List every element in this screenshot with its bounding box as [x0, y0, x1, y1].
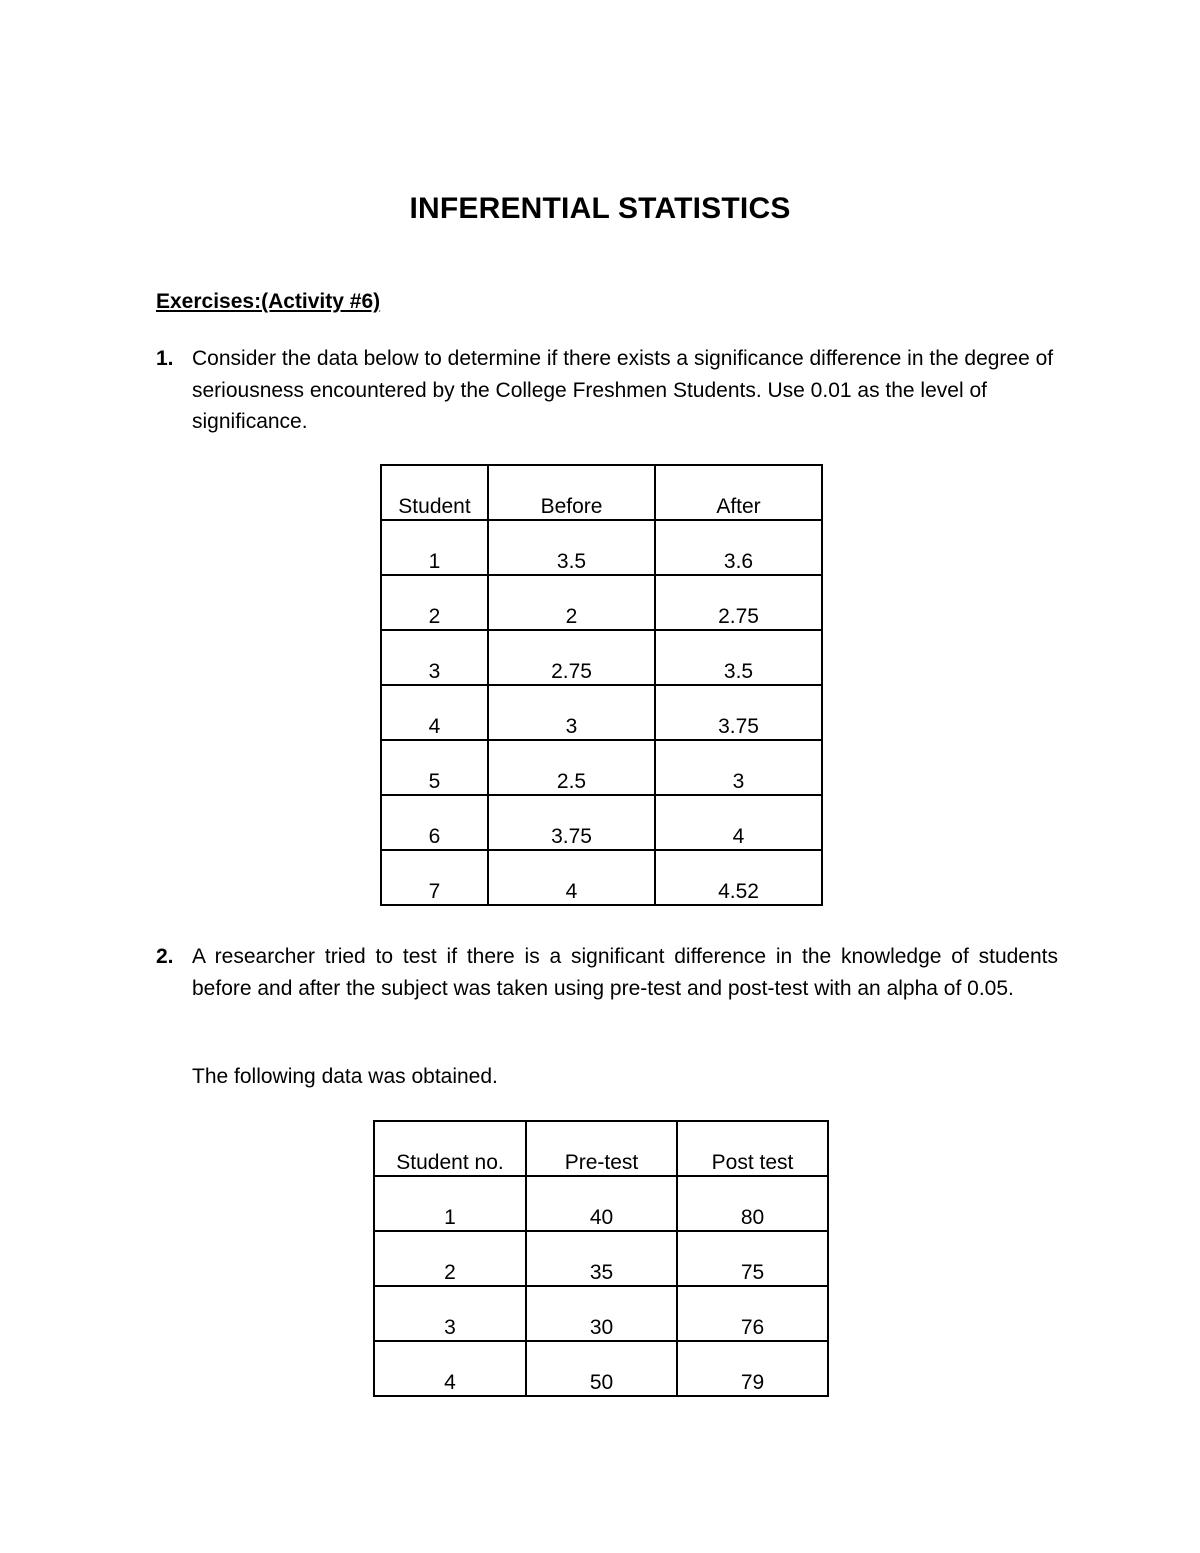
- table-cell: 75: [677, 1231, 828, 1286]
- table-header-cell: Pre-test: [526, 1121, 677, 1176]
- table-cell: 3.5: [655, 630, 822, 685]
- table-cell: 2: [374, 1231, 526, 1286]
- table-row: [381, 630, 822, 685]
- question-text: A researcher tried to test if there is a significant difference in the knowledge of students before and after the subject was taken using pre-test and post-test with an alpha of 0.05.: [192, 945, 1058, 1000]
- table-cell: 80: [677, 1176, 828, 1231]
- question-2-followup: The following data was obtained.: [192, 1065, 498, 1088]
- table-cell: 4: [655, 795, 822, 850]
- table-header-cell: Before: [488, 465, 655, 520]
- page-title: INFERENTIAL STATISTICS: [409, 192, 791, 225]
- table-cell: 3: [488, 685, 655, 740]
- table-cell: 40: [526, 1176, 677, 1231]
- table-cell: 4: [381, 685, 488, 740]
- table-header-cell: Post test: [677, 1121, 828, 1176]
- question-2: [156, 941, 1058, 1004]
- table-header-row: [381, 465, 822, 520]
- question-text: Consider the data below to determine if there exists a significance difference in the degree of seriousness encountered by the College Freshmen Students. Use 0.01 as the level of significance.: [192, 347, 1054, 433]
- table-cell: 79: [677, 1341, 828, 1396]
- table-cell: 50: [526, 1341, 677, 1396]
- table-cell: 2: [381, 575, 488, 630]
- table-row: [374, 1176, 828, 1231]
- table-row: [381, 795, 822, 850]
- table-header-cell: After: [655, 465, 822, 520]
- table-row: [374, 1286, 828, 1341]
- table-cell: 6: [381, 795, 488, 850]
- table-cell: 3.6: [655, 520, 822, 575]
- table-cell: 2.75: [655, 575, 822, 630]
- table-row: [374, 1231, 828, 1286]
- exercises-heading: Exercises:(Activity #6): [156, 290, 381, 313]
- table-cell: 3: [655, 740, 822, 795]
- question-number: 2.: [156, 945, 174, 968]
- table-row: [381, 850, 822, 905]
- table-row: [381, 740, 822, 795]
- table-header-cell: Student no.: [374, 1121, 526, 1176]
- table-cell: 2.5: [488, 740, 655, 795]
- question-1: [156, 343, 1058, 438]
- table-cell: 3.75: [488, 795, 655, 850]
- table-cell: 1: [381, 520, 488, 575]
- table-row: [381, 685, 822, 740]
- table-row: [381, 575, 822, 630]
- table-header-row: [374, 1121, 828, 1176]
- table-header-cell: Student: [381, 465, 488, 520]
- table-cell: 4: [374, 1341, 526, 1396]
- table-cell: 2.75: [488, 630, 655, 685]
- table-cell: 5: [381, 740, 488, 795]
- table-row: [374, 1341, 828, 1396]
- table-cell: 30: [526, 1286, 677, 1341]
- table-cell: 2: [488, 575, 655, 630]
- table-cell: 76: [677, 1286, 828, 1341]
- table-cell: 3: [381, 630, 488, 685]
- table-cell: 3: [374, 1286, 526, 1341]
- table-row: [381, 520, 822, 575]
- table-cell: 4.52: [655, 850, 822, 905]
- table-cell: 3.75: [655, 685, 822, 740]
- table-cell: 35: [526, 1231, 677, 1286]
- data-table-2: [373, 1120, 829, 1397]
- table-cell: 7: [381, 850, 488, 905]
- question-number: 1.: [156, 347, 174, 370]
- data-table-1: [380, 464, 823, 906]
- table-cell: 3.5: [488, 520, 655, 575]
- table-cell: 4: [488, 850, 655, 905]
- table-cell: 1: [374, 1176, 526, 1231]
